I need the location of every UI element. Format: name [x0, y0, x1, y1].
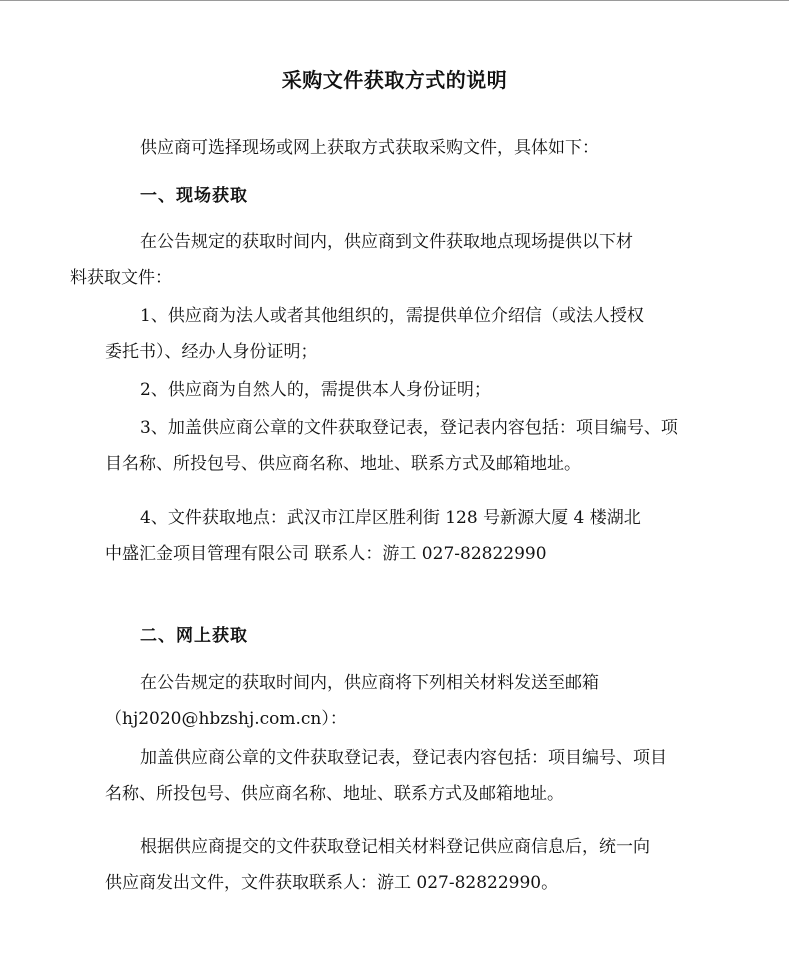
section1-item-4-line-2: 中盛汇金项目管理有限公司 联系人：游工 027-82822990: [105, 544, 547, 564]
section1-item-2-line-1: 2、供应商为自然人的，需提供本人身份证明；: [140, 380, 491, 400]
section1-lead-line-1: 在公告规定的获取时间内，供应商到文件获取地点现场提供以下材: [140, 232, 633, 252]
section1-item-3-line-1: 3、加盖供应商公章的文件获取登记表，登记表内容包括：项目编号、项: [140, 418, 678, 438]
section2-closing-line-2: 供应商发出文件，文件获取联系人：游工 027-82822990。: [105, 873, 559, 893]
section1-item-4-line-1: 4、文件获取地点：武汉市江岸区胜利街 128 号新源大厦 4 楼湖北: [140, 508, 641, 528]
section1-item-4: [105, 500, 697, 572]
section2-heading: 二、网上获取: [140, 626, 248, 646]
intro-line: 供应商可选择现场或网上获取方式获取采购文件，具体如下：: [140, 138, 599, 158]
section1-item-1: [105, 298, 697, 370]
section1-item-1-line-1: 1、供应商为法人或者其他组织的，需提供单位介绍信（或法人授权: [140, 306, 644, 326]
section2-lead-line-1: 在公告规定的获取时间内，供应商将下列相关材料发送至邮箱: [140, 673, 599, 693]
section1-item-3-line-2: 目名称、所投包号、供应商名称、地址、联系方式及邮箱地址。: [105, 454, 581, 474]
section2-detail-paragraph: [105, 740, 697, 812]
section1-item-2: [105, 372, 697, 408]
section1-item-3: [105, 410, 697, 482]
section2-email-line: （hj2020@hbzshj.com.cn）：: [105, 709, 347, 729]
section2-closing-paragraph: [105, 829, 697, 901]
section1-heading: 一、现场获取: [140, 186, 248, 206]
section2-closing-line-1: 根据供应商提交的文件获取登记相关材料登记供应商信息后，统一向: [140, 837, 650, 857]
intro-paragraph: [105, 130, 697, 166]
document-title: 采购文件获取方式的说明: [281, 68, 508, 92]
section2-lead-paragraph: [105, 665, 697, 737]
section2-detail-line-2: 名称、所投包号、供应商名称、地址、联系方式及邮箱地址。: [105, 784, 564, 804]
section1-item-1-line-2: 委托书）、经办人身份证明；: [105, 342, 318, 362]
section1-lead-line-2: 料获取文件：: [70, 268, 172, 288]
section2-detail-line-1: 加盖供应商公章的文件获取登记表，登记表内容包括：项目编号、项目: [140, 748, 667, 768]
section1-lead-paragraph: [70, 224, 697, 296]
